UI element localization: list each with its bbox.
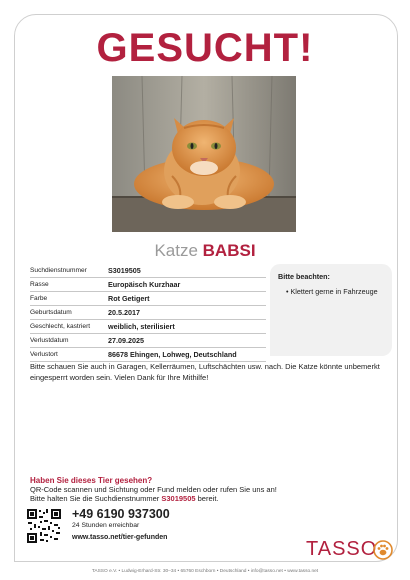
table-row bbox=[30, 348, 266, 362]
table-row bbox=[30, 306, 266, 320]
search-number: S3019505 bbox=[161, 494, 196, 503]
note-list bbox=[278, 287, 384, 296]
list-item: • Klettert gerne in Fahrzeuge bbox=[286, 287, 384, 296]
details-table bbox=[30, 264, 266, 362]
footer-address: TASSO e.V. • Ludwig-Erhard-Str. 30–34 • 65760 Eschborn • Deutschland • info@tasso.net • www.tasso.net bbox=[91, 569, 319, 574]
table-row bbox=[30, 320, 266, 334]
pet-kind: Katze bbox=[154, 241, 198, 260]
found-line-2-suffix: bereit. bbox=[197, 494, 219, 503]
detail-key: Farbe bbox=[30, 292, 108, 306]
detail-key: Geschlecht, kastriert bbox=[30, 320, 108, 334]
detail-value: 20.5.2017 bbox=[108, 306, 266, 320]
found-question: Haben Sie dieses Tier gesehen? bbox=[30, 476, 153, 485]
detail-key: Suchdienstnummer bbox=[30, 264, 108, 278]
detail-value: Europäisch Kurzhaar bbox=[108, 278, 266, 292]
detail-key: Geburtsdatum bbox=[30, 306, 108, 320]
note-box bbox=[270, 264, 392, 356]
page-title: GESUCHT! bbox=[96, 26, 314, 70]
website-link[interactable]: www.tasso.net/tier-gefunden bbox=[72, 534, 168, 541]
detail-value: weiblich, sterilisiert bbox=[108, 320, 266, 334]
note-title: Bitte beachten: bbox=[278, 272, 330, 281]
table-row bbox=[30, 292, 266, 306]
found-line-2-prefix: Bitte halten Sie die Suchdienstnummer bbox=[30, 494, 160, 503]
found-line-2 bbox=[30, 494, 277, 503]
found-line-1: QR-Code scannen und Sichtung oder Fund melden oder rufen Sie uns an! bbox=[30, 485, 277, 494]
appeal-text: Bitte schauen Sie auch in Garagen, Kellerräumen, Luftschächten usw. nach. Die Katze könnte unbemerkt eingesperrt worden sein. Vielen Dank für Ihre Mithilfe! bbox=[30, 362, 380, 382]
tasso-logo: TASSO bbox=[306, 538, 378, 560]
availability-text: 24 Stunden erreichbar bbox=[72, 522, 140, 529]
qr-code-icon[interactable] bbox=[26, 508, 62, 544]
detail-value: 27.09.2025 bbox=[108, 334, 266, 348]
pet-name bbox=[0, 241, 410, 261]
paw-icon bbox=[373, 540, 393, 560]
pet-name-value: BABSI bbox=[202, 241, 256, 260]
table-row bbox=[30, 334, 266, 348]
cat-photo bbox=[112, 76, 296, 232]
table-row bbox=[30, 264, 266, 278]
found-section bbox=[30, 476, 277, 503]
table-row bbox=[30, 278, 266, 292]
detail-value: 86678 Ehingen, Lohweg, Deutschland bbox=[108, 348, 266, 362]
detail-key: Rasse bbox=[30, 278, 108, 292]
detail-key: Verlustdatum bbox=[30, 334, 108, 348]
detail-key: Verlustort bbox=[30, 348, 108, 362]
detail-value: Rot Getigert bbox=[108, 292, 266, 306]
phone-number[interactable]: +49 6190 937300 bbox=[72, 507, 170, 521]
detail-value: S3019505 bbox=[108, 264, 266, 278]
